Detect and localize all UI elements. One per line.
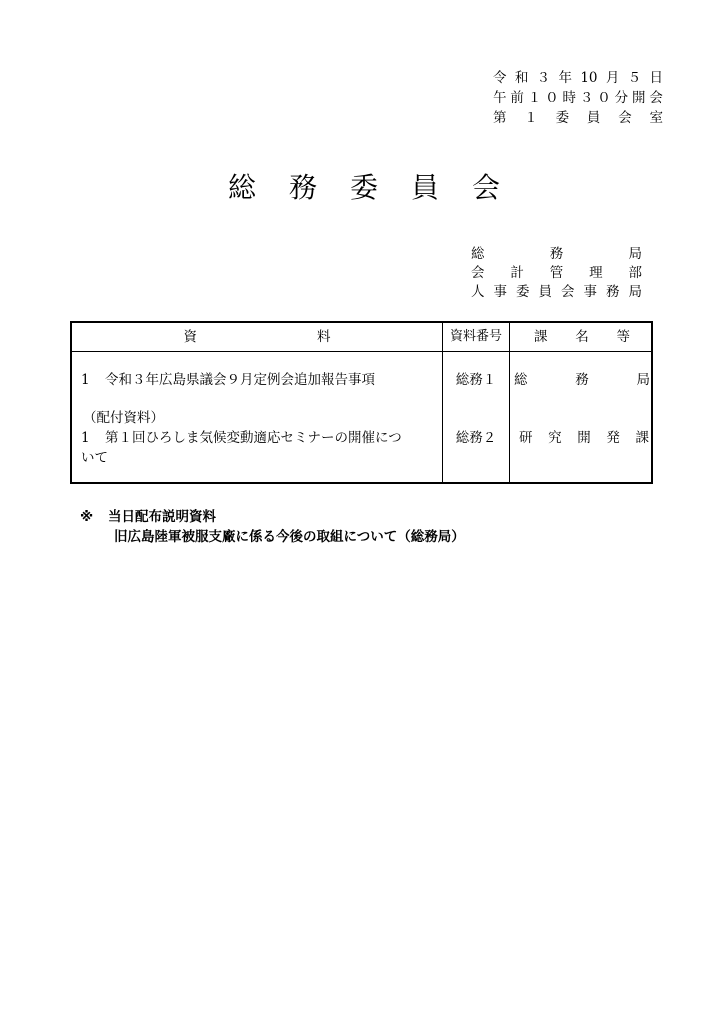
title-char: 総 — [228, 171, 257, 204]
time-char: 開 — [632, 90, 646, 106]
note-item: 旧広島陸軍被服支廠に係る今後の取組について（総務局） — [114, 529, 465, 545]
date-char: 令 — [493, 70, 507, 86]
time-char: ０ — [545, 90, 559, 106]
date-char: ３ — [536, 70, 551, 86]
dept-char: 局 — [628, 246, 642, 262]
header-char: 料 — [317, 329, 331, 345]
time-char: 時 — [562, 90, 576, 106]
dept-char: 事 — [583, 284, 597, 300]
dept-char: 局 — [628, 284, 642, 300]
materials-table — [70, 321, 653, 484]
section-char: 課 — [635, 430, 649, 446]
title-char: 員 — [410, 171, 439, 204]
section-char: 局 — [636, 372, 650, 388]
dept-char: 員 — [538, 284, 552, 300]
room-char: 第 — [493, 110, 507, 126]
time-char: ０ — [597, 90, 611, 106]
section-char: 開 — [577, 430, 591, 446]
time-char: １ — [527, 90, 542, 106]
item-number: 1 — [81, 430, 90, 446]
header-material — [72, 323, 442, 351]
date-char: 月 — [605, 70, 620, 86]
dept-char: 人 — [471, 284, 485, 300]
header-char: 資 — [183, 329, 197, 345]
title-char: 務 — [288, 171, 317, 204]
dept-char: 委 — [516, 284, 530, 300]
dept-char: 理 — [589, 265, 603, 281]
dept-char: 会 — [471, 265, 485, 281]
room-char: 会 — [618, 110, 632, 126]
same-day-materials-note — [80, 507, 465, 547]
header-section — [512, 323, 652, 351]
date-char: ５ — [627, 70, 642, 86]
room-char: 員 — [586, 110, 601, 126]
section-char: 研 — [519, 430, 533, 446]
section-char: 発 — [606, 430, 620, 446]
column-divider — [509, 323, 510, 482]
date-char: 年 — [558, 70, 572, 86]
date-char: 和 — [514, 70, 529, 86]
table-row-2-section — [519, 429, 649, 448]
dept-char: 計 — [510, 265, 524, 281]
department-general-affairs — [471, 245, 642, 264]
room-char: 委 — [555, 110, 570, 126]
time-char: 前 — [510, 90, 524, 106]
distributed-materials-label: （配付資料） — [83, 410, 164, 426]
date-char: 日 — [649, 70, 663, 86]
department-accounting — [471, 264, 642, 283]
section-char: 務 — [575, 372, 589, 388]
section-char: 総 — [514, 372, 528, 388]
table-row-1-section — [514, 371, 650, 390]
header-char: 等 — [616, 329, 630, 345]
note-heading: 当日配布説明資料 — [108, 509, 216, 525]
table-row-1-material — [81, 371, 375, 390]
department-personnel-committee — [471, 283, 642, 302]
dept-char: 総 — [471, 246, 485, 262]
time-char: ３ — [579, 90, 594, 106]
table-row-2-material-continued: いて — [81, 450, 108, 466]
dept-char: 部 — [628, 265, 642, 281]
meeting-time — [493, 88, 663, 108]
meeting-date — [493, 68, 663, 88]
department-list — [471, 245, 642, 302]
table-row-2-material — [81, 429, 402, 448]
title-char: 委 — [349, 171, 378, 204]
header-material-number: 資料番号 — [449, 329, 502, 344]
header-divider — [72, 351, 651, 352]
header-char: 課 — [534, 329, 548, 345]
table-row-1-number: 総務１ — [455, 372, 497, 388]
table-row-2-number: 総務２ — [455, 430, 497, 446]
item-number: 1 — [81, 372, 90, 388]
dept-char: 務 — [606, 284, 620, 300]
time-char: 午 — [493, 90, 507, 106]
material-title: 第１回ひろしま気候変動適応セミナーの開催につ — [105, 430, 402, 446]
time-char: 会 — [649, 90, 663, 106]
dept-char: 事 — [493, 284, 507, 300]
reference-mark: ※ — [80, 509, 94, 525]
page-title — [228, 168, 500, 208]
room-char: 室 — [649, 110, 663, 126]
dept-char: 務 — [549, 246, 564, 262]
meeting-room — [493, 108, 663, 128]
room-char: １ — [524, 110, 538, 126]
date-char: 10 — [580, 70, 598, 86]
material-title: 令和３年広島県議会９月定例会追加報告事項 — [105, 372, 375, 388]
section-char: 究 — [548, 430, 562, 446]
time-char: 分 — [614, 90, 629, 106]
note-heading-line — [80, 507, 465, 527]
dept-char: 管 — [549, 265, 564, 281]
dept-char: 会 — [561, 284, 575, 300]
meeting-meta — [493, 68, 663, 128]
title-char: 会 — [471, 171, 500, 204]
header-char: 名 — [575, 329, 589, 345]
